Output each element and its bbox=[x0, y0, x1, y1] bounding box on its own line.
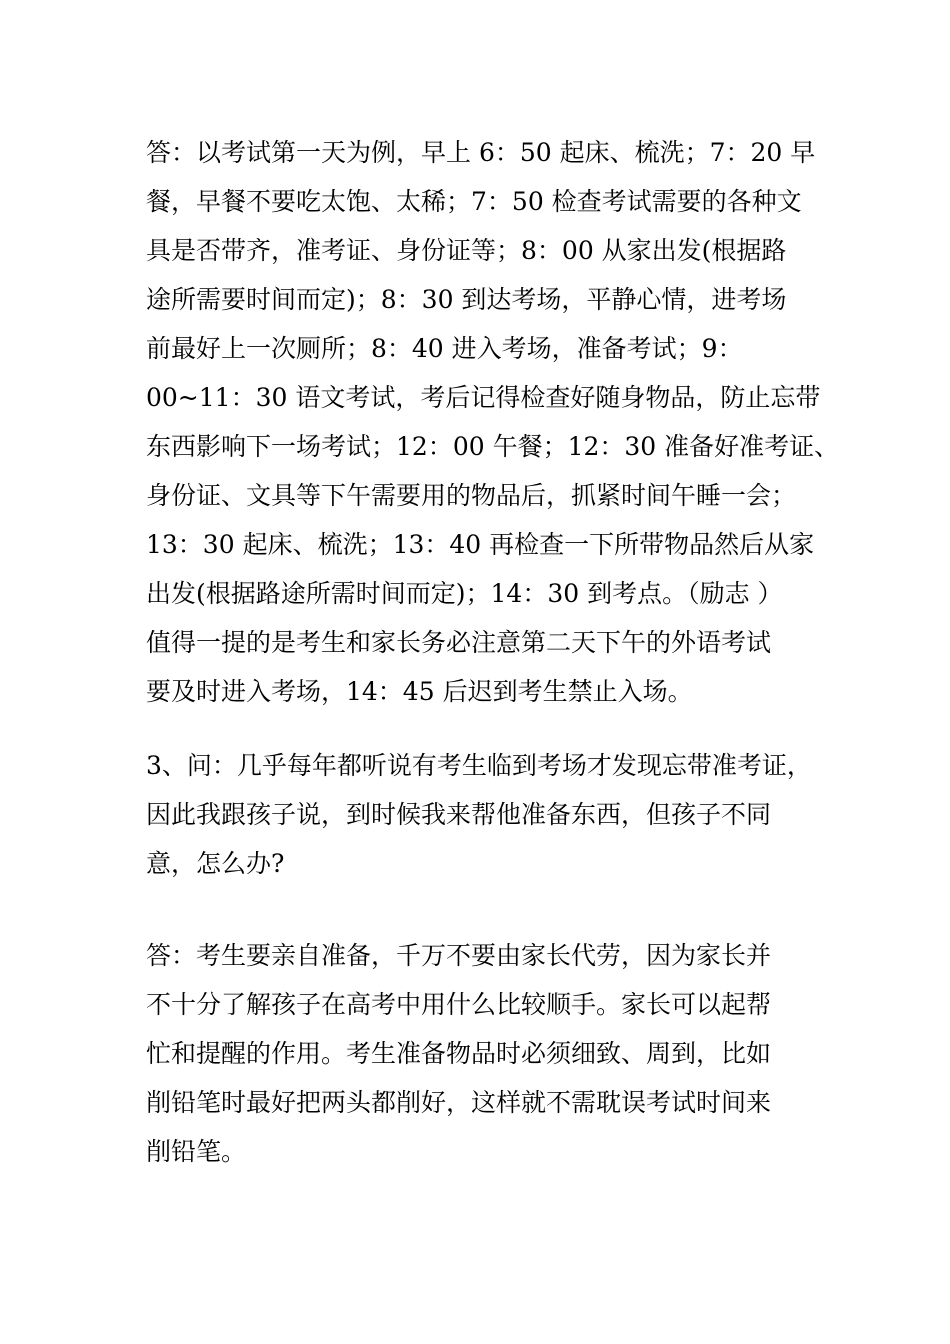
text-line: 餐，早餐不要吃太饱、太稀；7：50 检查考试需要的各种文 bbox=[146, 187, 802, 216]
text-line: 值得一提的是考生和家长务必注意第二天下午的外语考试 bbox=[146, 628, 772, 657]
text-line: 答：考生要亲自准备，千万不要由家长代劳，因为家长并 bbox=[146, 941, 772, 970]
text-line: 东西影响下一场考试；12：00 午餐；12：30 准备好准考证、 bbox=[146, 432, 840, 461]
text-line: 具是否带齐，准考证、身份证等；8：00 从家出发(根据路 bbox=[146, 236, 787, 265]
text-line: 3、问：几乎每年都听说有考生临到考场才发现忘带准考证， bbox=[146, 751, 812, 780]
text-line: 不十分了解孩子在高考中用什么比较顺手。家长可以起帮 bbox=[146, 990, 772, 1019]
text-line: 削铅笔。 bbox=[146, 1137, 247, 1166]
text-line: 13：30 起床、梳洗；13：40 再检查一下所带物品然后从家 bbox=[146, 530, 815, 559]
question-paragraph bbox=[146, 741, 826, 888]
answer-paragraph-preparation bbox=[146, 931, 826, 1176]
text-line: 前最好上一次厕所；8：40 进入考场，准备考试；9： bbox=[146, 334, 743, 363]
text-line: 意，怎么办? bbox=[146, 849, 285, 878]
text-line: 00~11：30 语文考试，考后记得检查好随身物品，防止忘带 bbox=[146, 383, 821, 412]
text-line: 身份证、文具等下午需要用的物品后，抓紧时间午睡一会； bbox=[146, 481, 797, 510]
text-line: 出发(根据路途所需时间而定)；14：30 到考点。（励志 ） bbox=[146, 579, 783, 608]
text-line: 削铅笔时最好把两头都削好，这样就不需耽误考试时间来 bbox=[146, 1088, 772, 1117]
text-line: 要及时进入考场，14：45 后迟到考生禁止入场。 bbox=[146, 677, 693, 706]
text-line: 忙和提醒的作用。考生准备物品时必须细致、周到，比如 bbox=[146, 1039, 772, 1068]
text-line: 因此我跟孩子说，到时候我来帮他准备东西，但孩子不同 bbox=[146, 800, 772, 829]
text-line: 答：以考试第一天为例，早上 6：50 起床、梳洗；7：20 早 bbox=[146, 138, 816, 167]
text-line: 途所需要时间而定)；8：30 到达考场，平静心情，进考场 bbox=[146, 285, 787, 314]
answer-paragraph-schedule bbox=[146, 128, 840, 716]
